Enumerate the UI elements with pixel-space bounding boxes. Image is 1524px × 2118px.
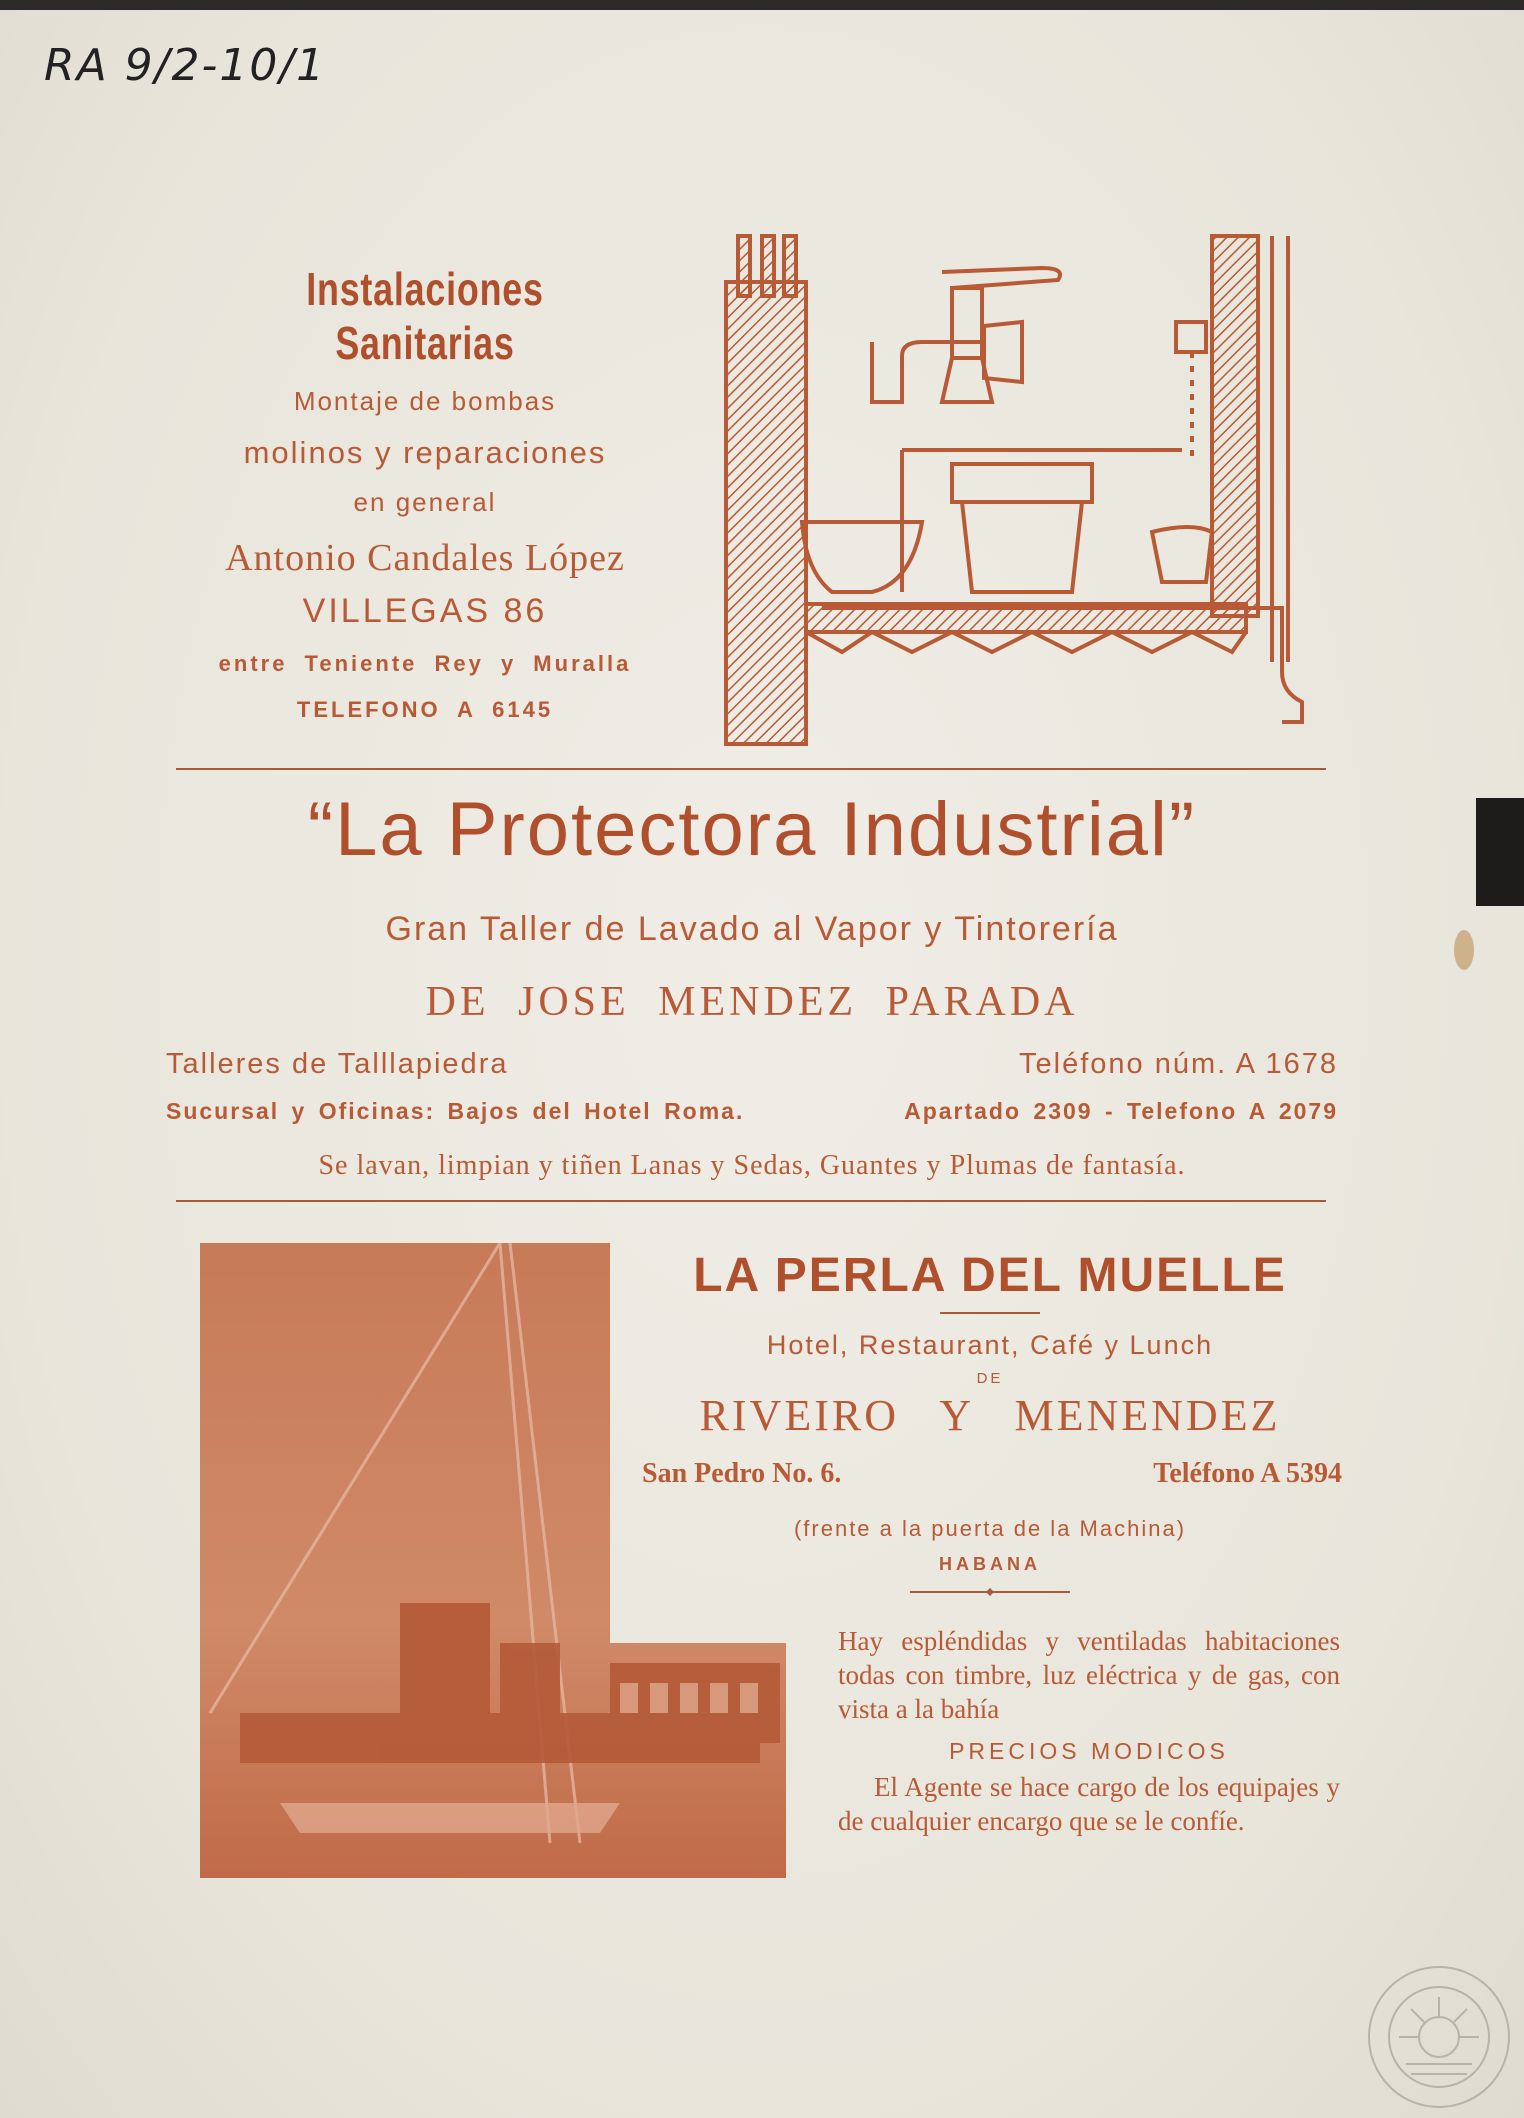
ad3-address-row	[642, 1458, 1342, 1490]
ad3-de: DE	[976, 1370, 1004, 1387]
ad3-title-rule	[940, 1312, 1040, 1314]
plumbing-illustration	[722, 232, 1328, 748]
divider-1	[176, 768, 1326, 770]
ad2-subtitle: Gran Taller de Lavado al Vapor y Tintorería	[385, 910, 1119, 948]
ad3-body1-text: Hay espléndidas y ventiladas habitaciones todas con timbre, luz eléctrica y de gas, con vista a la bahía	[838, 1626, 1340, 1724]
ad3-owners: RIVEIRO Y MENENDEZ	[699, 1391, 1281, 1440]
top-edge	[0, 0, 1524, 10]
ad2-branch-contact: Apartado 2309 - Telefono A 2079	[904, 1098, 1338, 1124]
ad1-line1: Montaje de bombas	[293, 386, 557, 416]
ad3-phone: Teléfono A 5394	[1153, 1458, 1342, 1489]
ad3-body1	[838, 1624, 1340, 1726]
ad1-title: Instalaciones Sanitarias	[306, 263, 544, 369]
stain	[1454, 930, 1474, 970]
ornament-rule	[910, 1586, 1070, 1598]
binding-tab	[1476, 798, 1524, 906]
ad3-body2: El Agente se hace cargo de los equipajes y de cualquier encargo que se le confíe.	[838, 1772, 1340, 1836]
ad2-footer: Se lavan, limpian y tiñen Lanas y Sedas, Guantes y Plumas de fantasía.	[318, 1150, 1186, 1181]
ad3-address: San Pedro No. 6.	[642, 1458, 842, 1489]
ad3-title: LA PERLA DEL MUELLE	[693, 1249, 1287, 1302]
ad1-between: entre Teniente Rey y Muralla	[218, 651, 632, 676]
ad3-city: HABANA	[939, 1554, 1041, 1574]
ad2-workshop-row	[166, 1048, 1338, 1081]
ad2-branch: Sucursal y Oficinas: Bajos del Hotel Roma.	[166, 1098, 745, 1124]
ad1-line3: en general	[353, 487, 497, 517]
ad2-title: “La Protectora Industrial”	[307, 787, 1197, 872]
ad2-workshop-phone: Teléfono núm. A 1678	[1019, 1048, 1338, 1080]
divider-2	[176, 1200, 1326, 1202]
ad1-owner: Antonio Candales López	[225, 537, 625, 579]
ad-sanitarias	[170, 262, 680, 723]
ad2-workshop: Talleres de Talllapiedra	[166, 1048, 509, 1080]
ad1-line2: molinos y reparaciones	[243, 435, 607, 470]
ad3-front: (frente a la puerta de la Machina)	[793, 1516, 1187, 1541]
academy-seal-icon	[1366, 1964, 1512, 2110]
ad2-branch-row	[166, 1098, 1338, 1125]
ad3-subtitle: Hotel, Restaurant, Café y Lunch	[766, 1330, 1214, 1360]
ad3-precios: PRECIOS MODICOS	[949, 1738, 1229, 1764]
ad1-phone: TELEFONO A 6145	[296, 697, 554, 722]
handwritten-annotation: RA 9/2-10/1	[44, 40, 327, 91]
ad2-owner: DE JOSE MENDEZ PARADA	[425, 979, 1079, 1025]
ad1-address: VILLEGAS 86	[302, 592, 548, 630]
